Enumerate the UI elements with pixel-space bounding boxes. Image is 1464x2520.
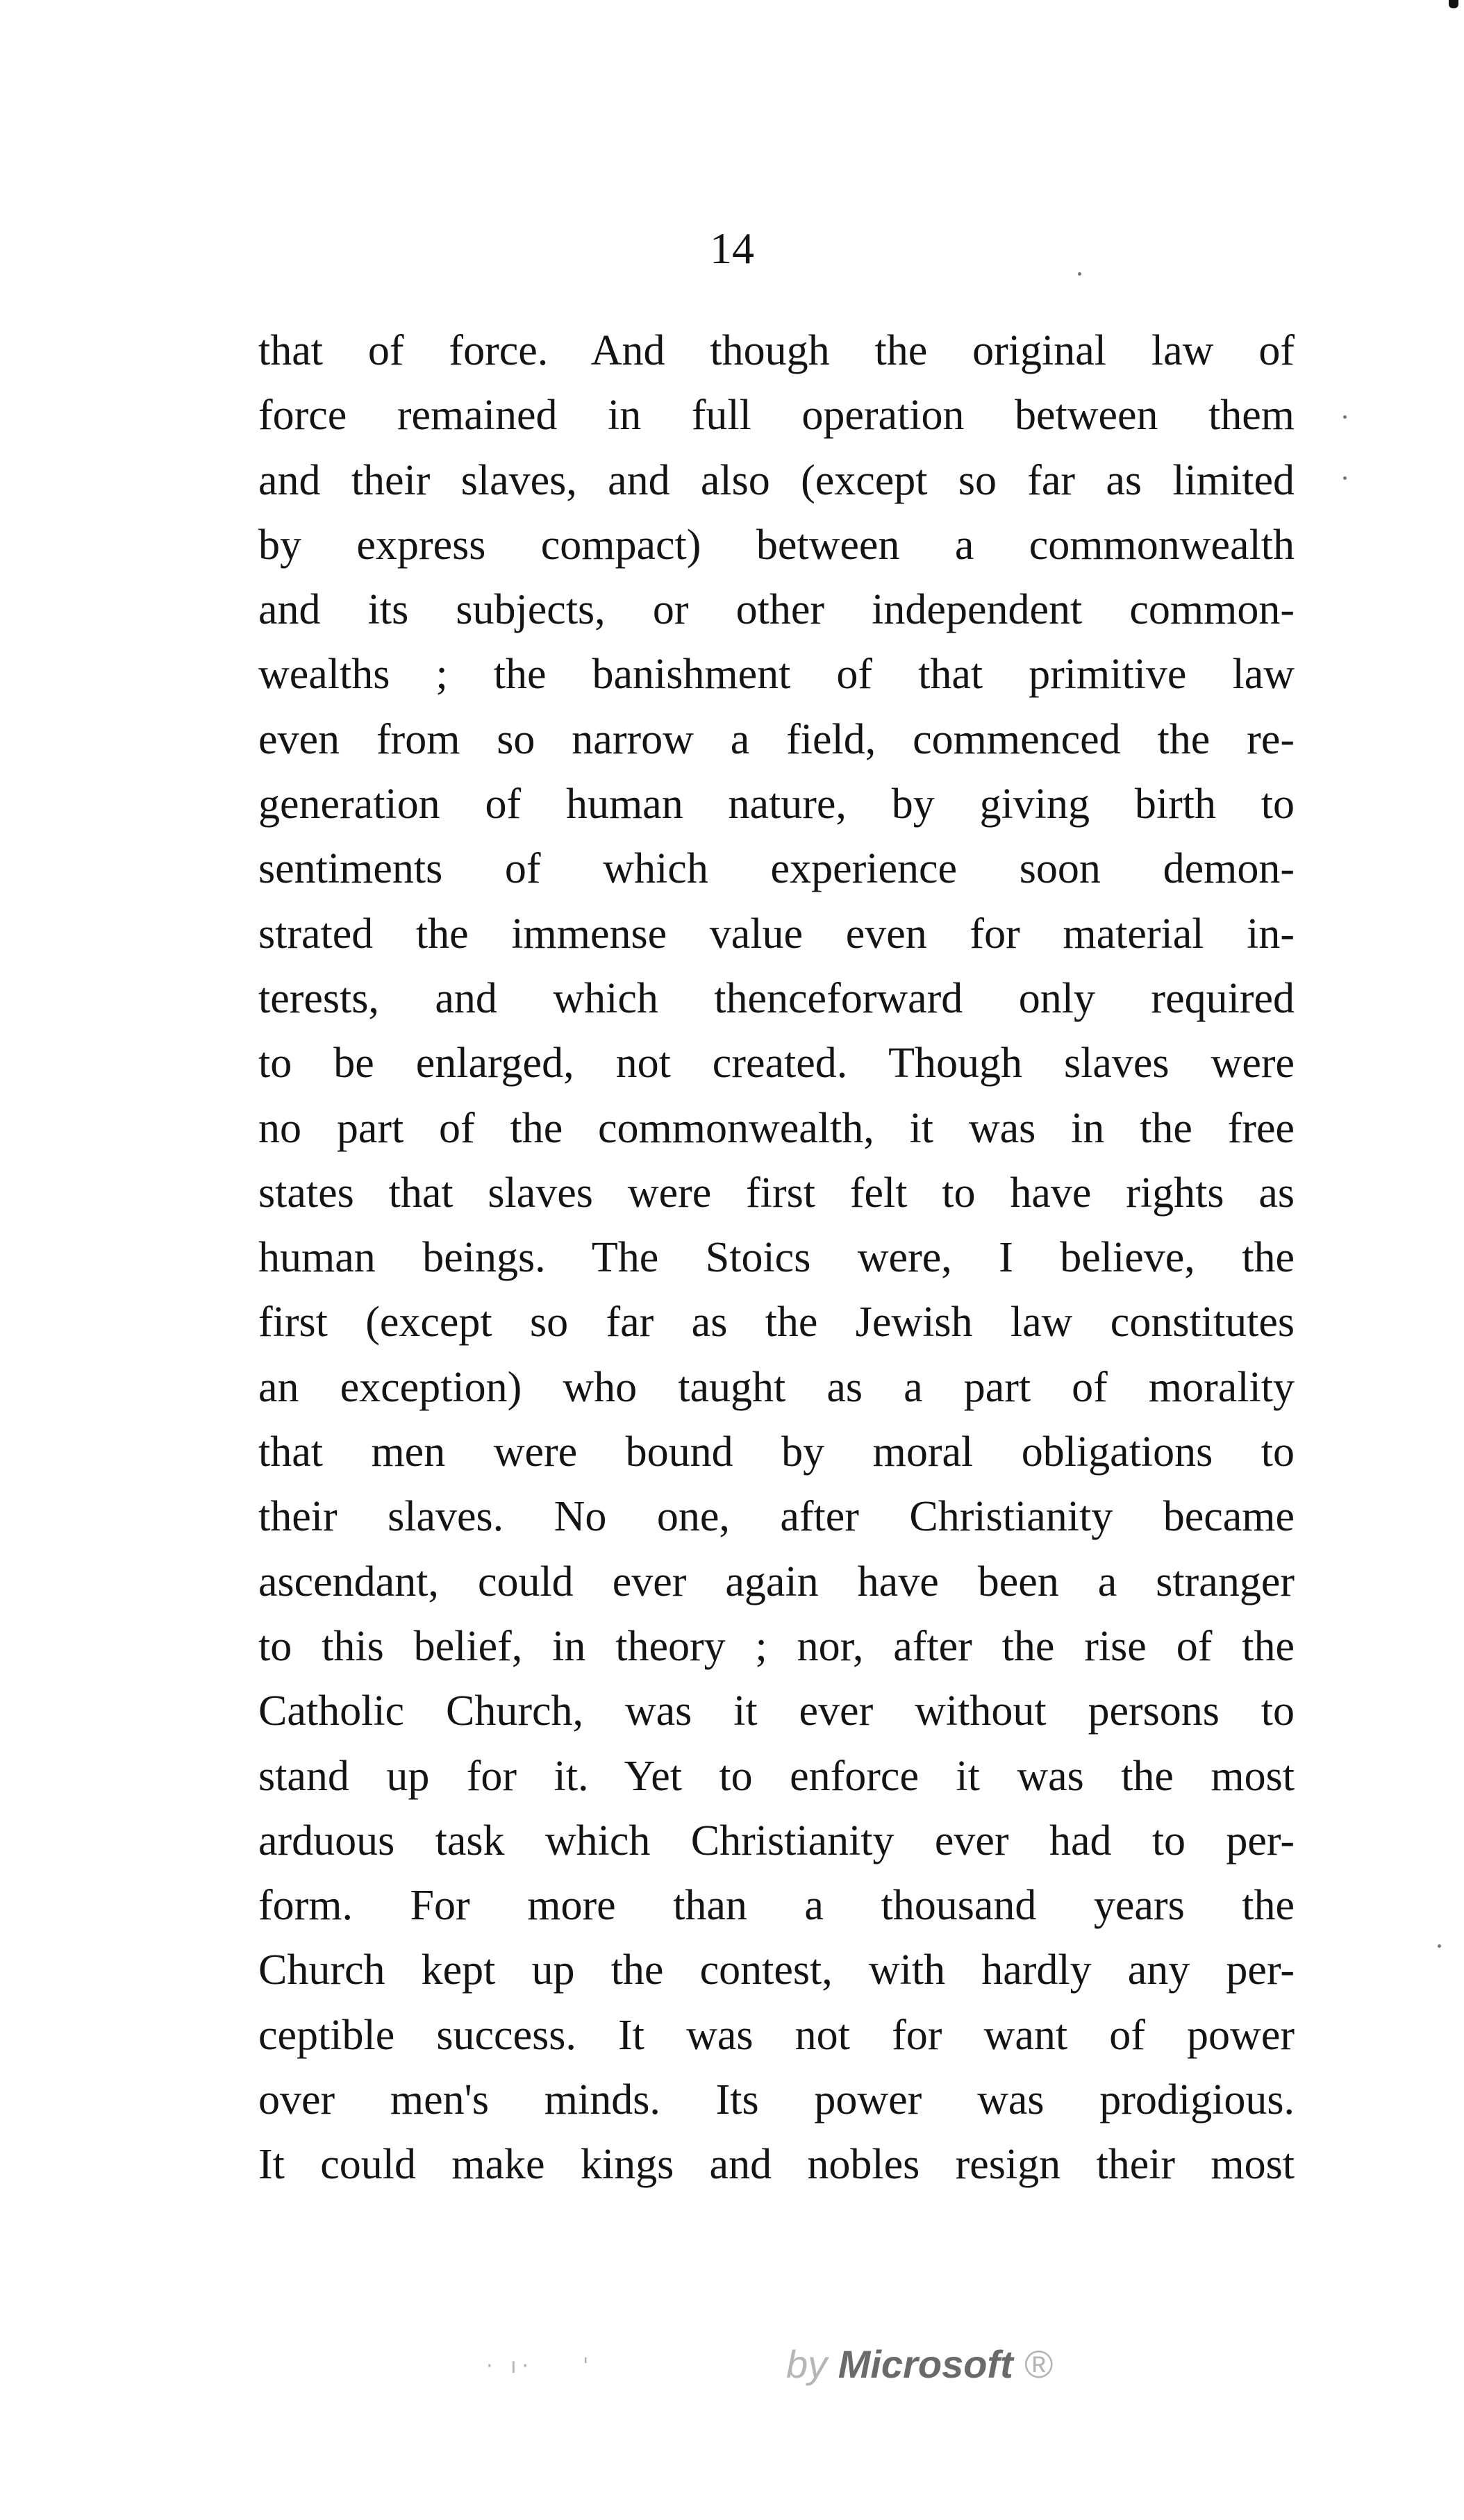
text-line-21: to this belief, in theory ; nor, after the rise of the bbox=[258, 1622, 1295, 1670]
text-line-26: Church kept up the contest, with hardly any per- bbox=[258, 1946, 1295, 1994]
scan-noise: · ı· ' bbox=[486, 2354, 594, 2378]
watermark-suffix: ® bbox=[1024, 2342, 1053, 2386]
scan-speck bbox=[1343, 476, 1347, 480]
text-line-7: even from so narrow a field, commenced the re- bbox=[258, 715, 1295, 763]
scan-speck bbox=[1078, 272, 1081, 276]
text-line-29: It could make kings and nobles resign their most bbox=[258, 2141, 1295, 2189]
text-line-1: that of force. And though the original law of bbox=[258, 327, 1295, 374]
text-line-19: their slaves. No one, after Christianity became bbox=[258, 1493, 1295, 1541]
text-line-16: first (except so far as the Jewish law constitutes bbox=[258, 1299, 1295, 1346]
text-line-23: stand up for it. Yet to enforce it was the most bbox=[258, 1752, 1295, 1800]
text-line-4: by express compact) between a commonwealth bbox=[258, 521, 1295, 569]
scan-corner-mark bbox=[1449, 0, 1458, 8]
text-line-5: and its subjects, or other independent common- bbox=[258, 586, 1295, 634]
text-line-17: an exception) who taught as a part of morality bbox=[258, 1363, 1295, 1411]
text-line-6: wealths ; the banishment of that primitive law bbox=[258, 651, 1295, 699]
text-line-11: terests, and which thenceforward only required bbox=[258, 974, 1295, 1022]
text-line-8: generation of human nature, by giving birth to bbox=[258, 781, 1295, 828]
text-line-13: no part of the commonwealth, it was in the free bbox=[258, 1104, 1295, 1152]
text-line-22: Catholic Church, was it ever without persons to bbox=[258, 1687, 1295, 1735]
text-line-18: that men were bound by moral obligations to bbox=[258, 1428, 1295, 1476]
watermark-brand: Microsoft bbox=[838, 2342, 1013, 2386]
text-line-25: form. For more than a thousand years the bbox=[258, 1882, 1295, 1930]
text-line-24: arduous task which Christianity ever had to per- bbox=[258, 1817, 1295, 1864]
text-line-2: force remained in full operation between them bbox=[258, 392, 1295, 440]
text-line-9: sentiments of which experience soon demon- bbox=[258, 845, 1295, 893]
text-line-12: to be enlarged, not created. Though slaves were bbox=[258, 1040, 1295, 1087]
scan-speck bbox=[1438, 1944, 1441, 1948]
text-line-28: over men's minds. Its power was prodigious. bbox=[258, 2076, 1295, 2124]
text-line-15: human beings. The Stoics were, I believe, the bbox=[258, 1234, 1295, 1282]
scan-speck bbox=[1343, 415, 1347, 419]
text-line-14: states that slaves were first felt to have rights as bbox=[258, 1169, 1295, 1217]
digitizer-watermark bbox=[786, 2340, 1053, 2389]
watermark-prefix: by bbox=[786, 2342, 828, 2386]
text-line-3: and their slaves, and also (except so far as limited bbox=[258, 456, 1295, 504]
page-number: 14 bbox=[710, 224, 754, 273]
text-line-10: strated the immense value even for material in- bbox=[258, 910, 1295, 958]
text-line-27: ceptible success. It was not for want of power bbox=[258, 2011, 1295, 2059]
text-line-20: ascendant, could ever again have been a stranger bbox=[258, 1558, 1295, 1605]
body-text bbox=[258, 319, 1295, 2198]
